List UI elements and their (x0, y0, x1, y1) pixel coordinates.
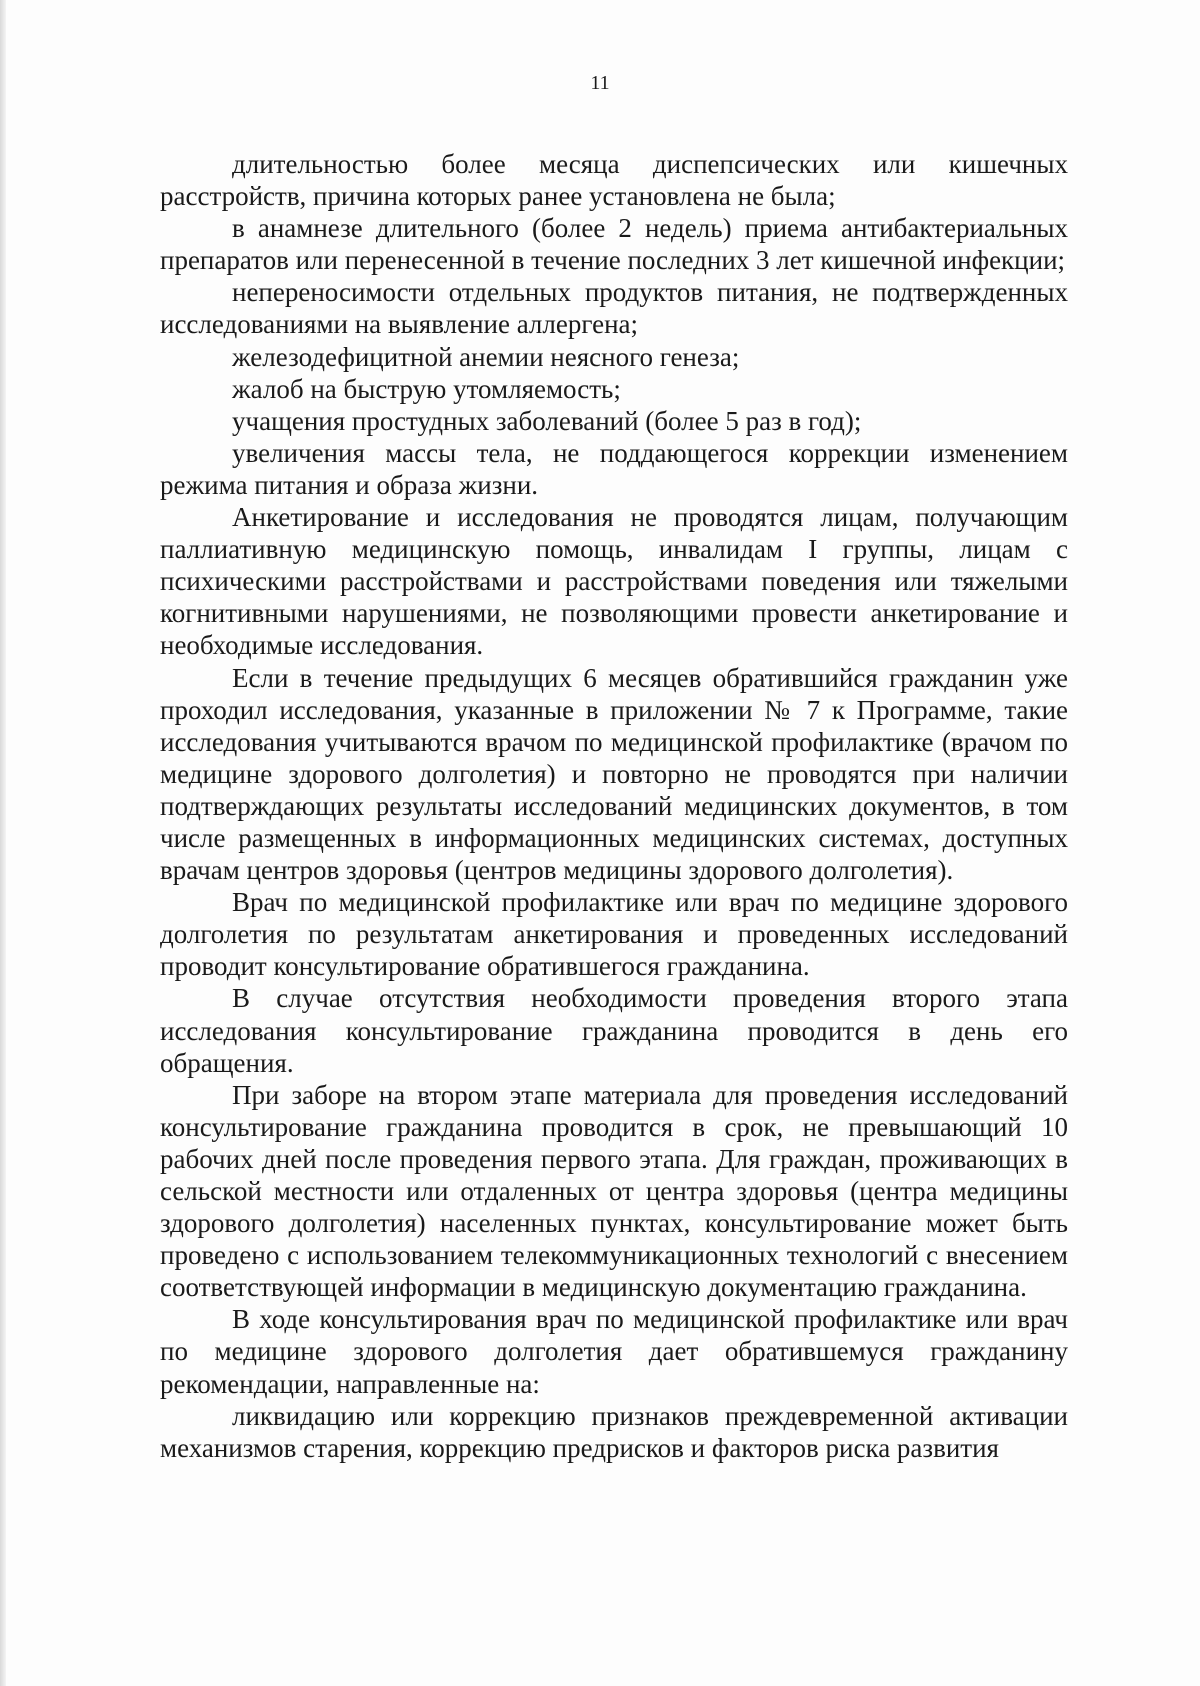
document-body (160, 148, 1068, 1464)
paragraph: увеличения массы тела, не поддающегося коррекции изменением режима питания и образа жизни. (160, 437, 1068, 500)
scan-edge (0, 0, 6, 1686)
paragraph: При заборе на втором этапе материала для проведения исследований консультирование гражданина проводится в срок, не превышающий 10 рабочих дней после проведения первого этапа. Для граждан, проживающих в сельской местности или отдаленных от центра здоровья (центра медицины здорового долголетия) населенных пунктах, консультирование может быть проведено с использованием телекоммуникационных технологий с внесением соответствующей информации в медицинскую документацию гражданина. (160, 1079, 1068, 1303)
paragraph: жалоб на быструю утомляемость; (232, 373, 621, 404)
paragraph: непереносимости отдельных продуктов питания, не подтвержденных исследованиями на выявление аллергена; (160, 277, 1068, 340)
page-number: 11 (590, 72, 610, 94)
paragraph: в анамнезе длительного (более 2 недель) приема антибактериальных препаратов или перенесенной в течение последних 3 лет кишечной инфекции; (160, 213, 1068, 276)
paragraph: Анкетирование и исследования не проводятся лицам, получающим паллиативную медицинскую помощь, инвалидам I группы, лицам с психическими расстройствами и расстройствами поведения или тяжелыми когнитивными нарушениями, не позволяющими провести анкетирование и необходимые исследования. (160, 502, 1068, 661)
paragraph: длительностью более месяца диспепсических или кишечных расстройств, причина которых ранее установлена не была; (160, 149, 1068, 212)
paragraph: В случае отсутствия необходимости проведения второго этапа исследования консультирование гражданина проводится в день его обращения. (160, 983, 1068, 1078)
paragraph: железодефицитной анемии неясного генеза; (232, 341, 740, 372)
paragraph: В ходе консультирования врач по медицинской профилактике или врач по медицине здорового долголетия дает обратившемуся гражданину рекомендации, направленные на: (160, 1304, 1068, 1399)
paragraph: Если в течение предыдущих 6 месяцев обратившийся гражданин уже проходил исследования, указанные в приложении № 7 к Программе, такие исследования учитываются врачом по медицинской профилактике (врачом по медицине здорового долголетия) и повторно не проводятся при наличии подтверждающих результаты исследований медицинских документов, в том числе размещенных в информационных медицинских системах, доступных врачам центров здоровья (центров медицины здорового долголетия). (160, 662, 1068, 886)
paragraph: учащения простудных заболеваний (более 5 раз в год); (232, 405, 862, 436)
paragraph: Врач по медицинской профилактике или врач по медицине здорового долголетия по результатам анкетирования и проведенных исследований проводит консультирование обратившегося гражданина. (160, 887, 1068, 982)
paragraph: ликвидацию или коррекцию признаков преждевременной активации механизмов старения, коррекцию предрисков и факторов риска развития (160, 1400, 1068, 1463)
